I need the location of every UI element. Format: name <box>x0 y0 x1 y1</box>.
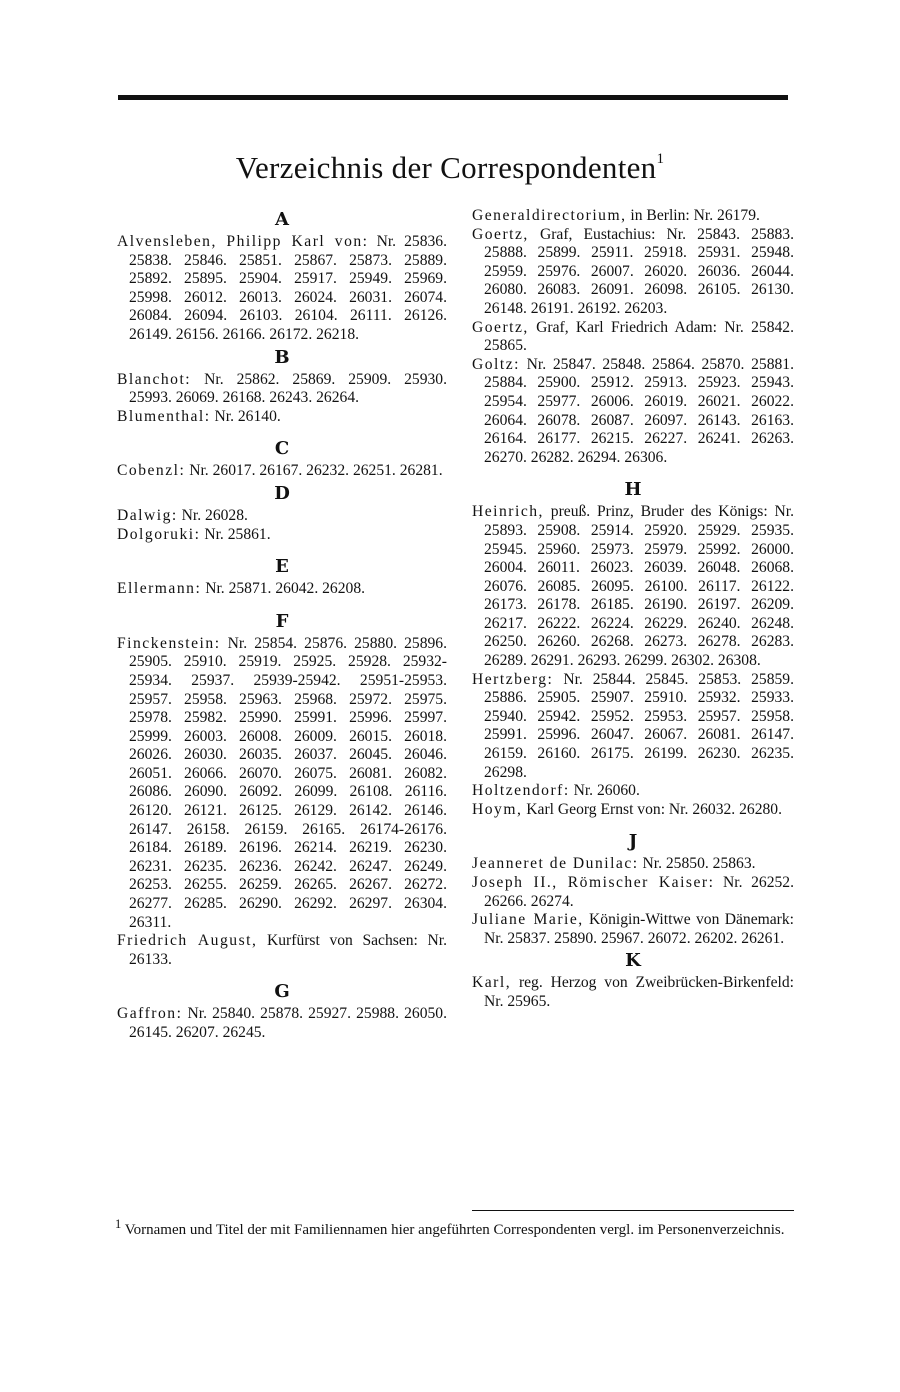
entry-joseph-ii: Joseph II., Römischer Kaiser: Nr. 26252. 26266. 26274. <box>472 874 794 910</box>
entry-alvensleben: Alvensleben, Philipp Karl von: Nr. 25836. 25838. 25846. 25851. 25867. 25873. 25889. 25892. 25895. 25904. 25917. 25949. 25969. 25998. 26012. 26013. 26024. 26031. 26074. 26084. 26094. 26103. 26104. 26111. 26126. 26149. 26156. 26166. 26172. 26218. <box>117 233 447 343</box>
entry-goertz-karl-friedrich: Goertz, Graf, Karl Friedrich Adam: Nr. 25842. 25865. <box>472 318 794 355</box>
left-column <box>117 207 447 1043</box>
entry-goltz: Goltz: Nr. 25847. 25848. 25864. 25870. 25881. 25884. 25900. 25912. 25913. 25923. 25943. 25954. 25977. 26006. 26019. 26021. 26022. 26064. 26078. 26087. 26097. 26143. 26163. 26164. 26177. 26215. 26227. 26241. 26263. 26270. 26282. 26294. 26306. <box>472 355 794 466</box>
title-footnote-mark: 1 <box>656 150 665 167</box>
entry-friedrich-august: Friedrich August, Kurfürst von Sachsen: Nr. 26133. <box>117 932 447 968</box>
letter-heading-c: C <box>274 438 290 460</box>
entry-cobenzl: Cobenzl: Nr. 26017. 26167. 26232. 26251. 26281. <box>117 462 443 480</box>
letter-heading-g: G <box>274 981 290 1003</box>
letter-heading-k: K <box>625 950 641 972</box>
entry-finckenstein: Finckenstein: Nr. 25854. 25876. 25880. 25896. 25905. 25910. 25919. 25925. 25928. 25932-25934. 25937. 25939-25942. 25951-25953. 25957. 25958. 25963. 25968. 25972. 25975. 25978. 25982. 25990. 25991. 25996. 25997. 25999. 26003. 26008. 26009. 26015. 26018. 26026. 26030. 26035. 26037. 26045. 26046. 26051. 26066. 26070. 26075. 26081. 26082. 26086. 26090. 26092. 26099. 26108. 26116. 26120. 26121. 26125. 26129. 26142. 26146. 26147. 26158. 26159. 26165. 26174-26176. 26184. 26189. 26196. 26214. 26219. 26230. 26231. 26235. 26236. 26242. 26247. 26249. 26253. 26255. 26259. 26265. 26267. 26272. 26277. 26285. 26290. 26292. 26297. 26304. 26311. <box>117 634 447 931</box>
title-text: Verzeichnis der Correspondenten <box>235 150 657 185</box>
footnote <box>117 1214 797 1240</box>
entry-blanchot: Blanchot: Nr. 25862. 25869. 25909. 25930. 25993. 26069. 26168. 26243. 26264. <box>117 370 447 407</box>
entry-dolgoruki: Dolgoruki: Nr. 25861. <box>117 525 271 543</box>
letter-heading-d: D <box>274 482 290 504</box>
footnote-text: Vornamen und Titel der mit Familiennamen hier angeführten Correspondenten vergl. im Personenverzeichnis. <box>124 1222 785 1238</box>
entry-karl-zweibruecken: Karl, reg. Herzog von Zweibrücken-Birkenfeld: Nr. 25965. <box>472 974 794 1010</box>
letter-heading-h: H <box>624 479 642 501</box>
entry-heinrich: Heinrich, preuß. Prinz, Bruder des Königs: Nr. 25893. 25908. 25914. 25920. 25929. 25935. 25945. 25960. 25973. 25979. 25992. 26000. 26004. 26011. 26023. 26039. 26048. 26068. 26076. 26085. 26095. 26100. 26117. 26122. 26173. 26178. 26185. 26190. 26197. 26209. 26217. 26222. 26224. 26229. 26240. 26248. 26250. 26260. 26268. 26273. 26278. 26283. 26289. 26291. 26293. 26299. 26302. 26308. <box>472 503 794 670</box>
entry-jeanneret: Jeanneret de Dunilac: Nr. 25850. 25863. <box>472 855 756 873</box>
entry-hertzberg: Hertzberg: Nr. 25844. 25845. 25853. 25859. 25886. 25905. 25907. 25910. 25932. 25933. 25940. 25942. 25952. 25953. 25957. 25958. 25991. 25996. 26047. 26067. 26081. 26147. 26159. 26160. 26175. 26199. 26230. 26235. 26298. <box>472 670 794 781</box>
entry-gaffron: Gaffron: Nr. 25840. 25878. 25927. 25988. 26050. 26145. 26207. 26245. <box>117 1005 447 1041</box>
entry-holtzendorf: Holtzendorf: Nr. 26060. <box>472 782 640 800</box>
page-title <box>0 150 900 186</box>
entry-blumenthal: Blumenthal: Nr. 26140. <box>117 407 281 425</box>
letter-heading-j: J <box>628 831 638 853</box>
entry-goertz-eustachius: Goertz, Graf, Eustachius: Nr. 25843. 25883. 25888. 25899. 25911. 25918. 25931. 25948. 25959. 25976. 26007. 26020. 26036. 26044. 26080. 26083. 26091. 26098. 26105. 26130. 26148. 26191. 26192. 26203. <box>472 225 794 317</box>
entry-dalwig: Dalwig: Nr. 26028. <box>117 506 248 524</box>
letter-heading-b: B <box>274 346 290 368</box>
right-column <box>472 207 794 1012</box>
entry-ellermann: Ellermann: Nr. 25871. 26042. 26208. <box>117 580 366 598</box>
entry-hoym: Hoym, Karl Georg Ernst von: Nr. 26032. 26280. <box>472 800 782 818</box>
entry-juliane-marie: Juliane Marie, Königin-Wittwe von Dänemark: Nr. 25837. 25890. 25967. 26072. 26202. 26261. <box>472 911 794 947</box>
letter-heading-a: A <box>275 209 289 230</box>
letter-heading-f: F <box>275 610 289 632</box>
footnote-rule <box>472 1210 794 1211</box>
entry-generaldirectorium: Generaldirectorium, in Berlin: Nr. 26179. <box>472 207 760 224</box>
letter-heading-e: E <box>275 556 289 578</box>
header-rule <box>118 95 788 100</box>
footnote-mark: 1 <box>115 1217 122 1231</box>
